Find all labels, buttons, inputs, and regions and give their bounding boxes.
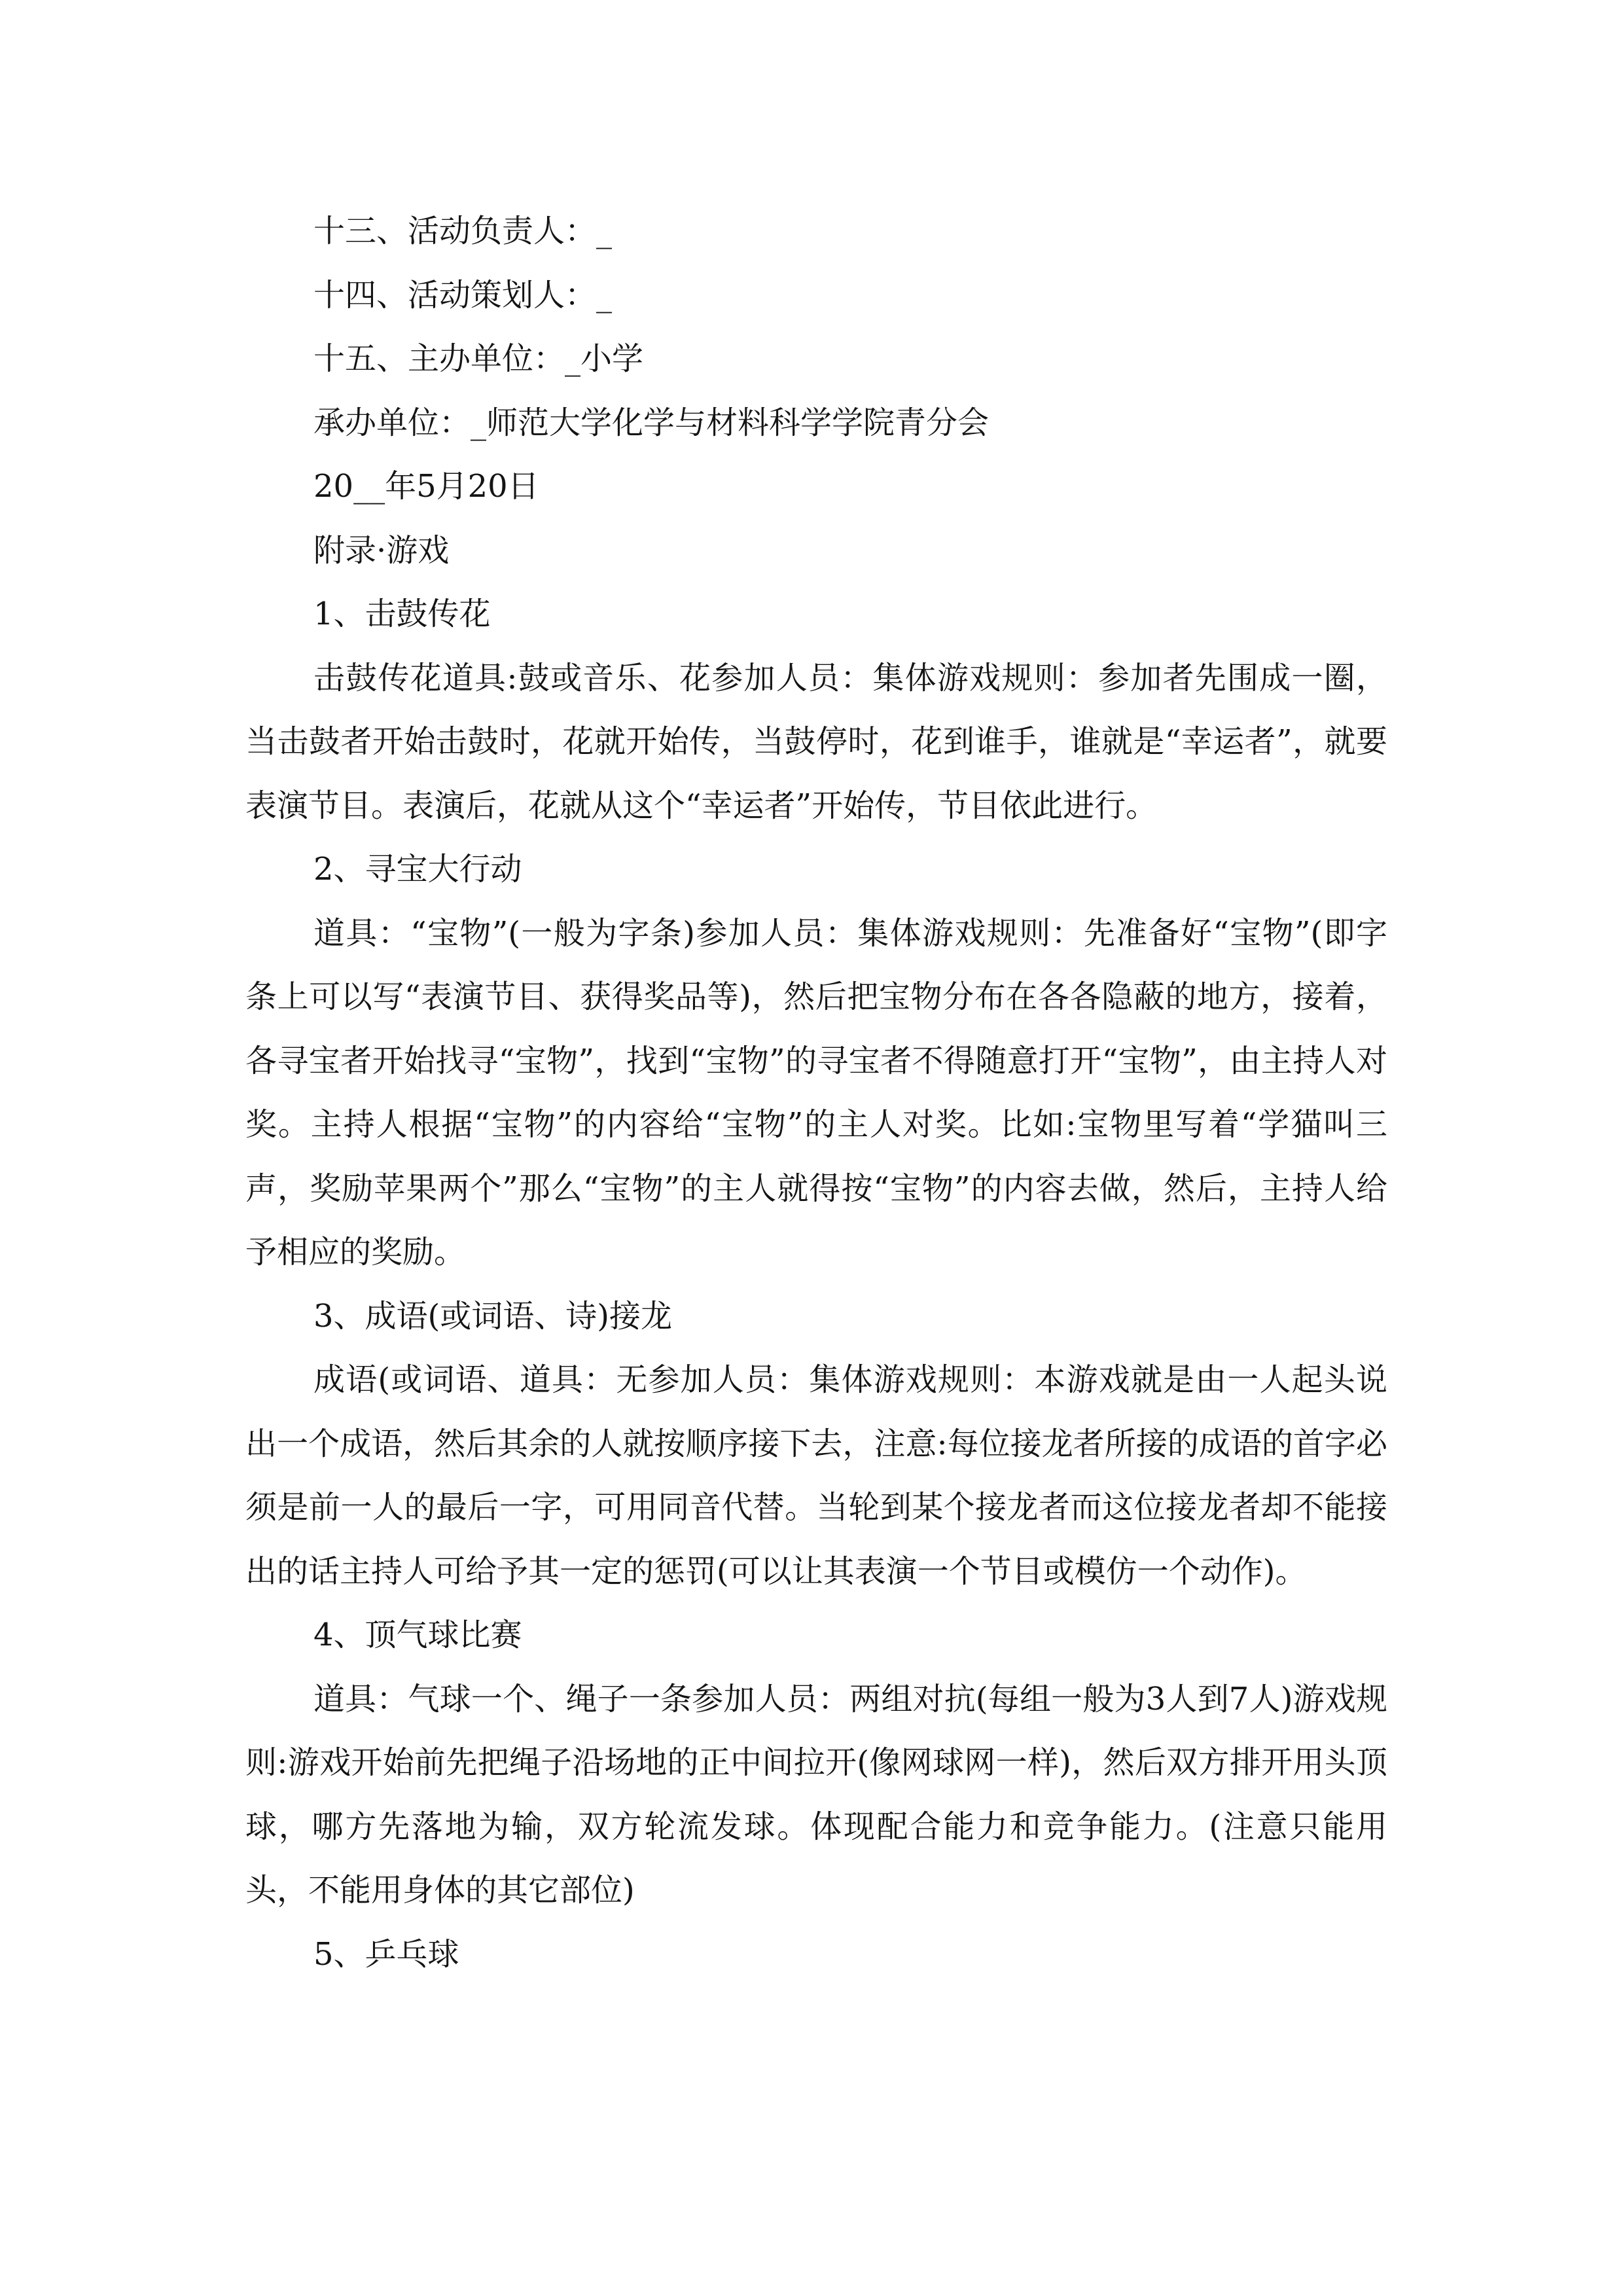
line-co-organizer: 承办单位：_师范大学化学与材料科学学院青分会 — [313, 404, 990, 441]
line-organizer-responsible: 十三、活动负责人：_ — [313, 213, 613, 249]
line-host-unit: 十五、主办单位：_小学 — [313, 340, 644, 377]
appendix-heading: 附录·游戏 — [313, 531, 450, 569]
game-body-1: 击鼓传花道具:鼓或音乐、花参加人员：集体游戏规则：参加者先围成一圈，当击鼓者开始击鼓时，花就开始传，当鼓停时，花到谁手，谁就是“幸运者”，就要表演节目。表演后，花就从这个“幸运者”开始传，节目依此进行。 — [245, 659, 1387, 824]
line-date: 20__年5月20日 — [313, 468, 539, 505]
game-title-4: 4、顶气球比赛 — [313, 1617, 522, 1653]
game-body-3: 成语(或词语、道具：无参加人员：集体游戏规则：本游戏就是由一人起头说出一个成语，然后其余的人就按顺序接下去，注意:每位接龙者所接的成语的首字必须是前一人的最后一字，可用同音代替。当轮到某个接龙者而这位接龙者却不能接出的话主持人可给予其一定的惩罚(可以让其表演一个节目或模仿一个动作)。 — [245, 1361, 1387, 1590]
document-content — [245, 200, 1387, 1986]
game-title-1: 1、击鼓传花 — [313, 596, 491, 632]
game-body-4: 道具：气球一个、绳子一条参加人员：两组对抗(每组一般为3人到7人)游戏规则:游戏开始前先把绳子沿场地的正中间拉开(像网球网一样)，然后双方排开用头顶球，哪方先落地为输，双方轮流发球。体现配合能力和竞争能力。(注意只能用头，不能用身体的其它部位) — [245, 1680, 1387, 1909]
game-title-3: 3、成语(或词语、诗)接龙 — [313, 1297, 672, 1335]
game-title-5: 5、乒乓球 — [313, 1935, 459, 1973]
line-planner: 十四、活动策划人：_ — [313, 276, 613, 314]
game-body-2: 道具：“宝物”(一般为字条)参加人员：集体游戏规则：先准备好“宝物”(即字条上可以写“表演节目、获得奖品等)，然后把宝物分布在各各隐蔽的地方，接着，各寻宝者开始找寻“宝物”，找到“宝物”的寻宝者不得随意打开“宝物”，由主持人对奖。主持人根据“宝物”的内容给“宝物”的主人对奖。比如:宝物里写着“学猫叫三声，奖励苹果两个”那么“宝物”的主人就得按“宝物”的内容去做，然后，主持人给予相应的奖励。 — [245, 914, 1387, 1270]
game-title-2: 2、寻宝大行动 — [313, 851, 522, 888]
